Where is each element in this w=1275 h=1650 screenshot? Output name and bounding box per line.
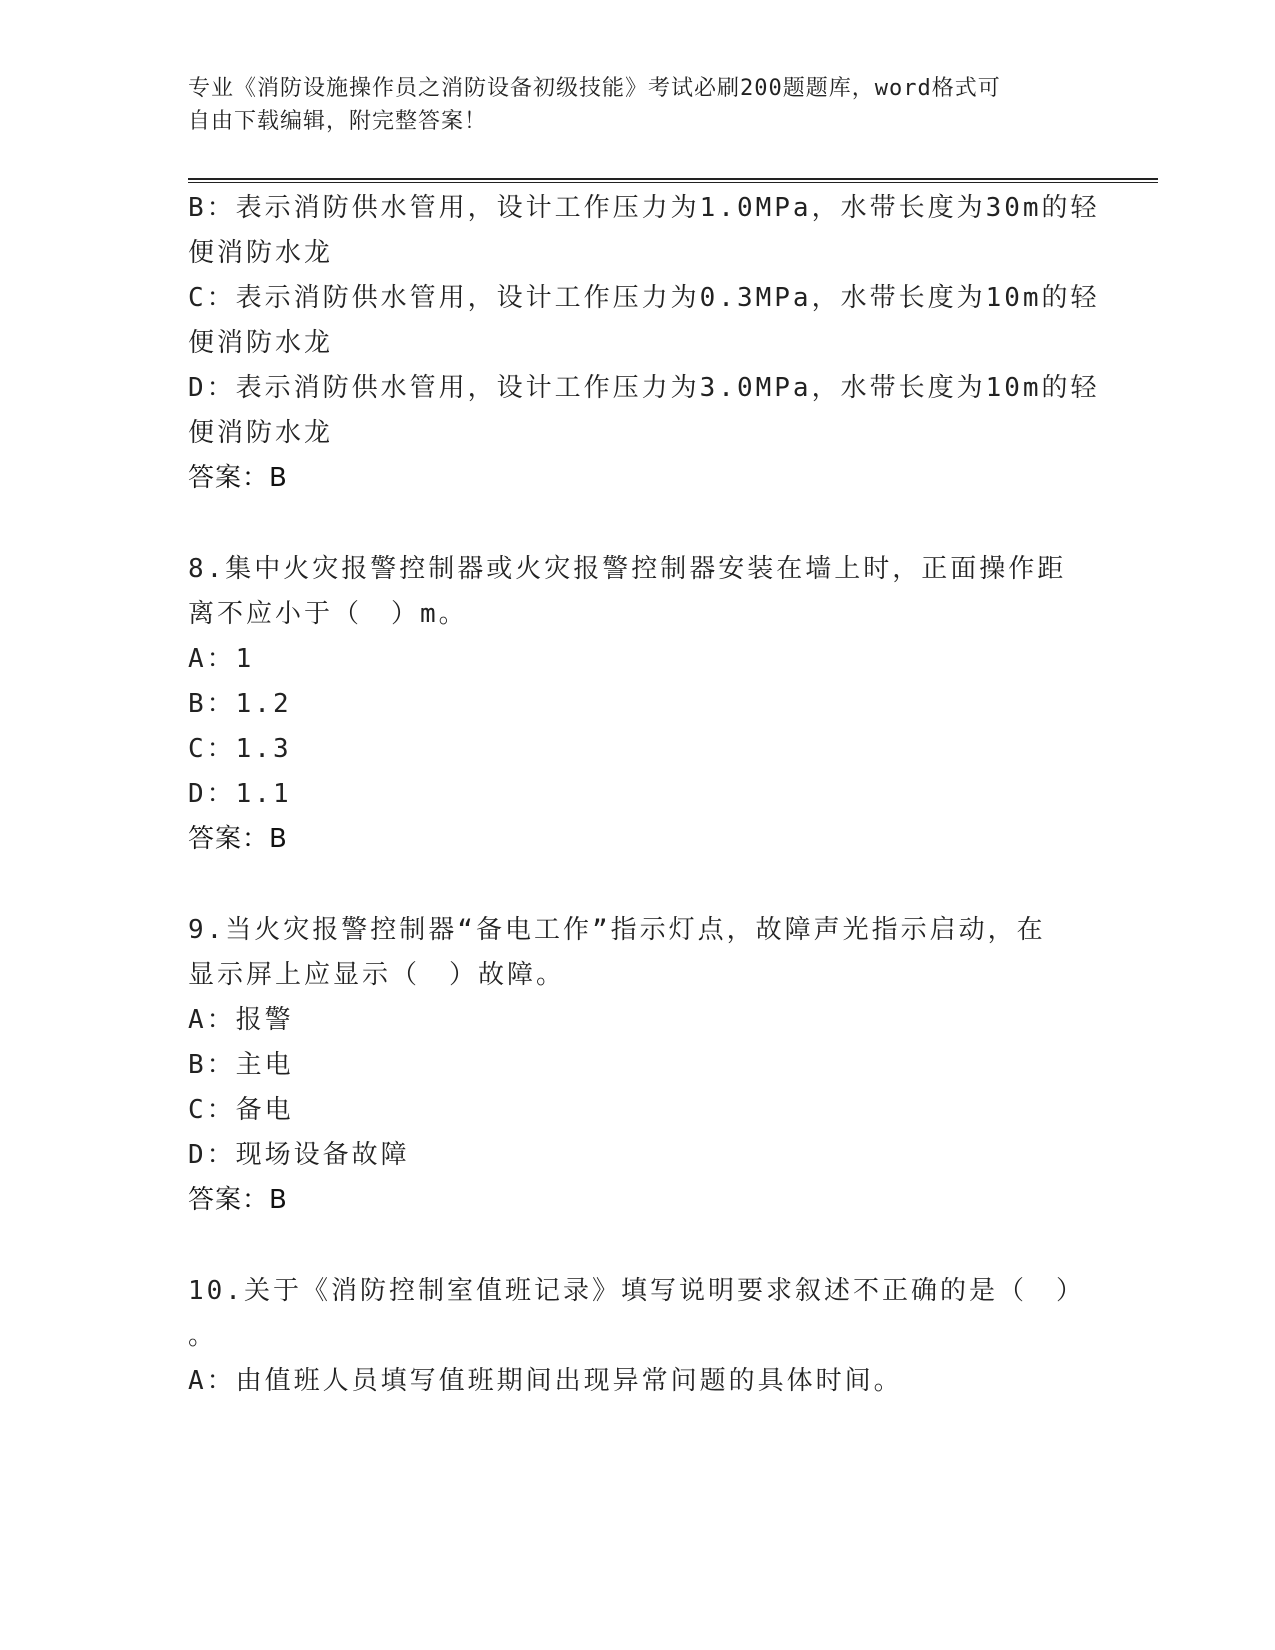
option-d: D：现场设备故障	[188, 1140, 410, 1170]
answer-line: 答案：B	[188, 824, 288, 854]
option-b: B：1.2	[188, 689, 292, 719]
header-title-line-2: 自由下载编辑，附完整答案！	[188, 109, 488, 134]
option-d: D：1.1	[188, 779, 292, 809]
answer-line: 答案：B	[188, 1185, 288, 1215]
option-c: C：备电	[188, 1095, 294, 1125]
question-stem-line-1: 8.集中火灾报警控制器或火灾报警控制器安装在墙上时，正面操作距	[188, 554, 1067, 584]
option-b-line-2: 便消防水龙	[188, 238, 334, 268]
answer-line: 答案：B	[188, 463, 288, 493]
option-a: A：1	[188, 644, 255, 674]
option-c-line-1: C：表示消防供水管用，设计工作压力为0.3MPa，水带长度为10m的轻	[188, 283, 1100, 313]
question-stem-line-1: 9.当火灾报警控制器“备电工作”指示灯点，故障声光指示启动，在	[188, 915, 1046, 945]
page-header	[188, 72, 1068, 138]
option-b: B：主电	[188, 1050, 294, 1080]
question-stem-line-2: 显示屏上应显示（ ）故障。	[188, 960, 566, 990]
option-c-line-2: 便消防水龙	[188, 328, 334, 358]
spacer	[188, 501, 1088, 547]
option-b-line-1: B：表示消防供水管用，设计工作压力为1.0MPa，水带长度为30m的轻	[188, 193, 1100, 223]
option-c: C：1.3	[188, 734, 292, 764]
question-stem-line-2: 离不应小于（ ）m。	[188, 599, 468, 629]
option-d-line-1: D：表示消防供水管用，设计工作压力为3.0MPa，水带长度为10m的轻	[188, 373, 1100, 403]
question-10	[188, 1269, 1088, 1404]
question-9	[188, 908, 1088, 1223]
question-8	[188, 547, 1088, 862]
question-list	[188, 186, 1100, 1404]
spacer	[188, 1223, 1088, 1269]
question-7	[188, 186, 1100, 501]
header-divider	[188, 178, 1158, 183]
option-a: A：由值班人员填写值班期间出现异常问题的具体时间。	[188, 1366, 903, 1396]
header-title-line-1: 专业《消防设施操作员之消防设备初级技能》考试必刷200题题库，word格式可	[188, 76, 1001, 101]
question-stem-line-1: 10.关于《消防控制室值班记录》填写说明要求叙述不正确的是（ ）	[188, 1276, 1085, 1306]
option-a: A：报警	[188, 1005, 294, 1035]
spacer	[188, 862, 1088, 908]
question-stem-line-2: 。	[188, 1321, 218, 1351]
option-d-line-2: 便消防水龙	[188, 418, 334, 448]
